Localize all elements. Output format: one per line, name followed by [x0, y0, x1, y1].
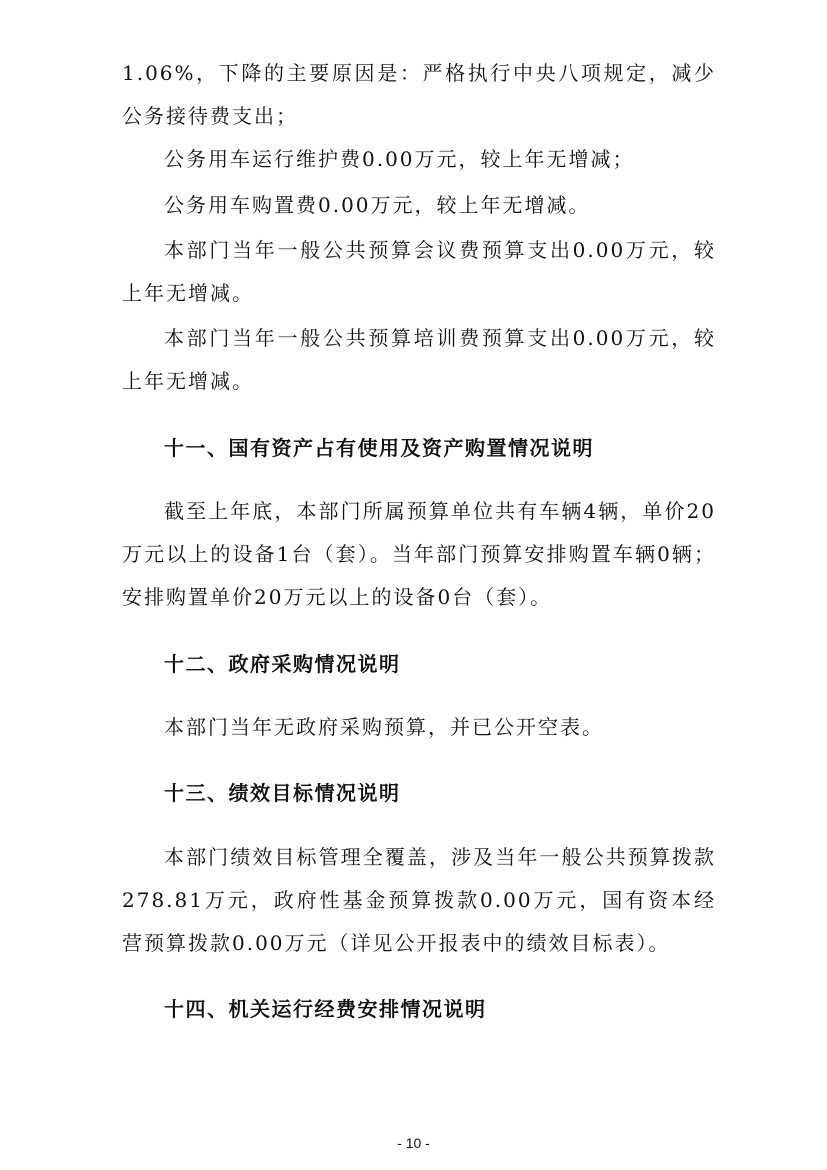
- section-body-performance: 本部门绩效目标管理全覆盖，涉及当年一般公共预算拨款278.81万元，政府性基金预算拨款0.00万元，国有资本经营预算拨款0.00万元（详见公开报表中的绩效目标表）。: [122, 845, 716, 955]
- paragraph-vehicle-purchase: 公务用车购置费0.00万元，较上年无增减。: [164, 193, 591, 217]
- section-heading-procurement: 十二、政府采购情况说明: [164, 652, 401, 676]
- section-body-procurement: 本部门当年无政府采购预算，并已公开空表。: [164, 715, 604, 739]
- paragraph-reception-expense: 1.06%，下降的主要原因是：严格执行中央八项规定，减少公务接待费支出；: [122, 61, 716, 128]
- page-number: - 10 -: [397, 1135, 430, 1151]
- section-heading-performance: 十三、绩效目标情况说明: [164, 781, 401, 805]
- paragraph-meeting-expense: 本部门当年一般公共预算会议费预算支出0.00万元，较上年无增减。: [122, 238, 716, 305]
- paragraph-training-expense: 本部门当年一般公共预算培训费预算支出0.00万元，较上年无增减。: [122, 326, 716, 393]
- section-heading-operating-funds: 十四、机关运行经费安排情况说明: [164, 997, 487, 1021]
- section-heading-assets: 十一、国有资产占有使用及资产购置情况说明: [164, 436, 594, 460]
- paragraph-vehicle-maintenance: 公务用车运行维护费0.00万元，较上年无增减；: [164, 147, 635, 171]
- section-body-assets: 截至上年底，本部门所属预算单位共有车辆4辆，单价20万元以上的设备1台（套）。当年部门预算安排购置车辆0辆；安排购置单价20万元以上的设备0台（套）。: [122, 499, 716, 609]
